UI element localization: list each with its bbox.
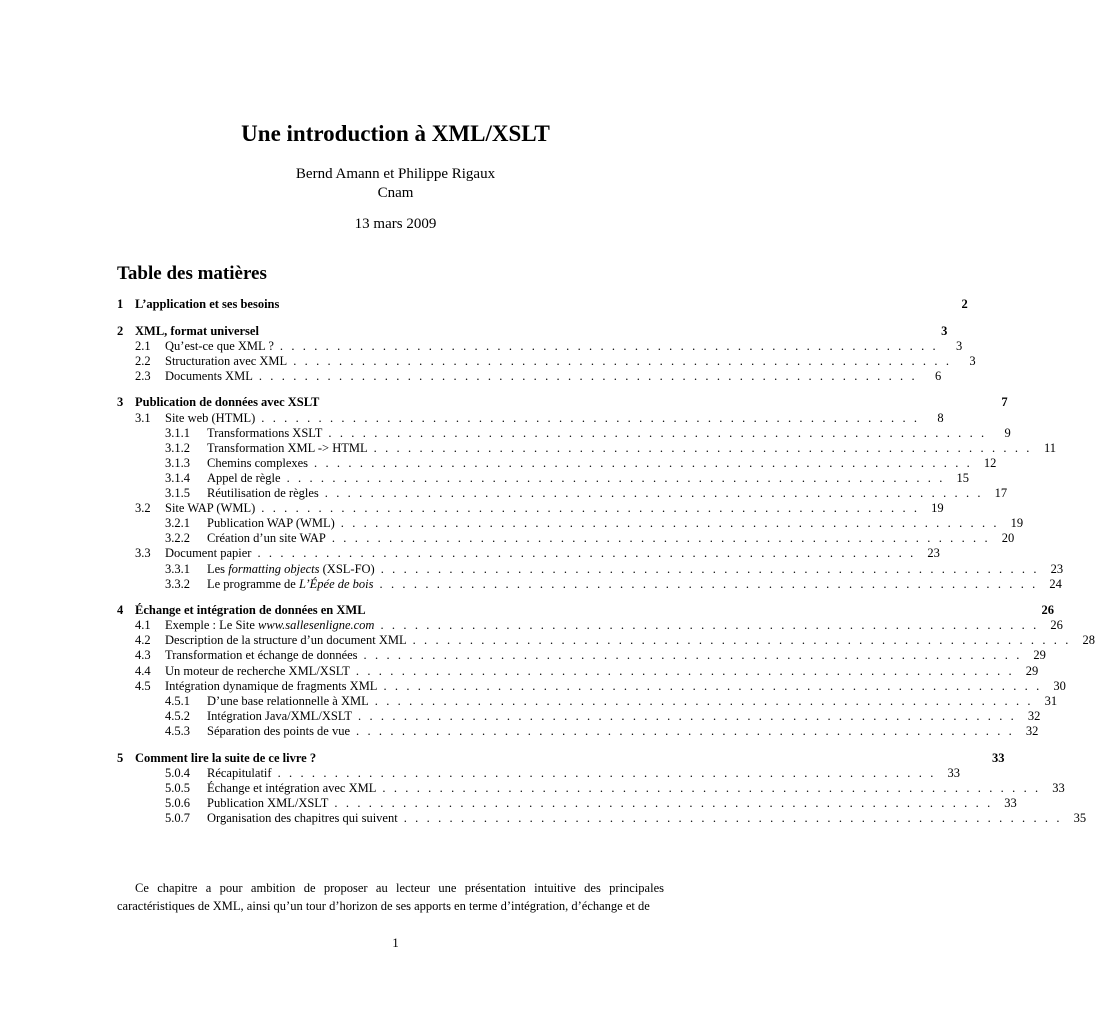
toc-leader-dots: . . . . . . . . . . . . . . . . . . . . . . . . . . . . . . . . . . . . . . . . . . . . . . . . . . . . . . . . . . [380, 618, 1039, 633]
toc-entry-number: 4.3 [135, 648, 151, 663]
toc-entry-page: 29 [1033, 648, 1046, 663]
toc-entry-number: 3.1.2 [165, 440, 190, 455]
toc-entry-page: 23 [1050, 561, 1064, 576]
toc-entry[interactable] [117, 410, 944, 426]
toc-entry-page: 33 [1052, 780, 1065, 795]
toc-entry-title: Création d’un site WAP [207, 531, 326, 546]
toc-entry[interactable] [117, 368, 942, 384]
toc-leader-dots: . . . . . . . . . . . . . . . . . . . . . . . . . . . . . . . . . . . . . . . . . . . . . . . . . . . . . . . . . . [257, 546, 916, 561]
author-block [0, 165, 791, 203]
toc-entry-page: 6 [934, 368, 942, 383]
toc-entry-page: 32 [1027, 708, 1041, 723]
toc-entry-number: 3.3 [135, 546, 151, 561]
toc-entry-number: 2 [117, 323, 124, 338]
document-date: 13 mars 2009 [354, 216, 437, 232]
toc-entry-page: 20 [1001, 531, 1015, 546]
toc-entry-page: 2 [961, 297, 968, 311]
toc-leader-dots: . . . . . . . . . . . . . . . . . . . . . . . . . . . . . . . . . . . . . . . . . . . . . . . . . . . . . . . . . . [379, 576, 1038, 591]
toc-entry-title: Intégration dynamique de fragments XML [165, 678, 378, 693]
toc-entry-title: L’application et ses besoins [135, 297, 280, 311]
toc-leader-dots: . . . . . . . . . . . . . . . . . . . . . . . . . . . . . . . . . . . . . . . . . . . . . . . . . . . . . . . . . . [355, 663, 1015, 678]
toc-entry-title-part: Les [207, 561, 229, 576]
toc-entry-number: 4.1 [135, 618, 151, 633]
toc-entry-number: 4.5.2 [165, 708, 190, 723]
toc-entry-page: 28 [1082, 633, 1095, 648]
toc-entry[interactable] [117, 531, 1015, 546]
toc-leader-dots: . . . . . . . . . . . . . . . . . . . . . . . . . . . . . . . . . . . . . . . . . . . . . . . . . . . . . . . . . . [331, 531, 991, 546]
toc-entry-number: 1 [117, 297, 124, 311]
toc-entry-number: 3 [117, 395, 124, 410]
toc-entry-number: 3.3.1 [165, 561, 190, 576]
toc-entry-title: Transformation et échange de données [165, 648, 358, 663]
toc-entry-number: 4.5.3 [165, 723, 190, 738]
toc-entry-page: 3 [941, 323, 948, 338]
toc-entry-title: Documents XML [165, 368, 253, 383]
toc-entry[interactable] [117, 708, 1041, 724]
toc-entry-title-part: www.sallesenligne.com [258, 618, 375, 633]
toc-entry-number: 5.0.6 [165, 795, 190, 810]
toc-entry[interactable] [117, 561, 1064, 577]
toc-entry-title: Séparation des points de vue [207, 723, 351, 738]
toc-entry-title: Échange et intégration avec XML [207, 780, 377, 795]
toc-entry[interactable] [117, 470, 969, 486]
toc-entry-page: 3 [956, 338, 963, 353]
toc-entry[interactable] [117, 353, 976, 369]
toc-entry-title: Échange et intégration de données en XML [135, 603, 366, 618]
toc-leader-dots: . . . . . . . . . . . . . . . . . . . . . . . . . . . . . . . . . . . . . . . . . . . . . . . . . . . . . . . . . . [383, 678, 1042, 693]
toc-entry-number: 5.0.4 [165, 765, 190, 780]
toc-entry[interactable] [117, 425, 1011, 441]
toc-leader-dots: . . . . . . . . . . . . . . . . . . . . . . . . . . . . . . . . . . . . . . . . . . . . . . . . . . . . . . . . . . [261, 410, 920, 425]
toc-entry-number: 3.2 [135, 501, 151, 516]
toc-leader-dots: . . . . . . . . . . . . . . . . . . . . . . . . . . . . . . . . . . . . . . . . . . . . . . . . . . . . . . . . . . [374, 693, 1034, 708]
toc-leader-dots: . . . . . . . . . . . . . . . . . . . . . . . . . . . . . . . . . . . . . . . . . . . . . . . . . . . . . . . . . . [277, 765, 936, 780]
toc-entry-page: 32 [1025, 723, 1039, 738]
toc-entry[interactable] [117, 501, 944, 516]
toc-entry-title: Chemins complexes [207, 455, 309, 470]
toc-entry-title: Réutilisation de règles [207, 486, 319, 501]
toc-entry-title [165, 618, 374, 633]
toc-entry-title: Comment lire la suite de ce livre ? [135, 750, 317, 765]
toc-entry-title-part: (XSL-FO) [319, 561, 375, 576]
toc-entry-page: 3 [969, 353, 976, 368]
toc-entry-title: Publication XML/XSLT [207, 795, 329, 810]
toc-entry-title: Transformations XSLT [207, 425, 323, 440]
toc-entry-page: 29 [1025, 663, 1039, 678]
toc-leader-dots: . . . . . . . . . . . . . . . . . . . . . . . . . . . . . . . . . . . . . . . . . . . . . . . . . . . . . . . . . . [382, 780, 1041, 795]
toc-entry-title: XML, format universel [135, 323, 259, 338]
table-of-contents [117, 297, 1095, 826]
toc-entry-page: 35 [1073, 810, 1087, 825]
toc-entry[interactable] [117, 633, 1095, 648]
toc-entry[interactable] [117, 440, 1057, 456]
toc-entry-page: 33 [991, 750, 1005, 765]
toc-entry-number: 5.0.5 [165, 780, 190, 795]
toc-leader-dots: . . . . . . . . . . . . . . . . . . . . . . . . . . . . . . . . . . . . . . . . . . . . . . . . . . . . . . . . . . [258, 368, 918, 383]
toc-entry[interactable] [117, 455, 997, 471]
toc-leader-dots: . . . . . . . . . . . . . . . . . . . . . . . . . . . . . . . . . . . . . . . . . . . . . . . . . . . . . . . . . . [340, 516, 1000, 531]
toc-entry-number: 3.2.2 [165, 531, 190, 546]
toc-entry-number: 2.1 [135, 338, 151, 353]
toc-entry-number: 4.5 [135, 678, 151, 693]
toc-leader-dots: . . . . . . . . . . . . . . . . . . . . . . . . . . . . . . . . . . . . . . . . . . . . . . . . . . . . . . . . . . [373, 440, 1033, 455]
toc-leader-dots: . . . . . . . . . . . . . . . . . . . . . . . . . . . . . . . . . . . . . . . . . . . . . . . . . . . . . . . . . . [286, 470, 945, 485]
toc-entry-title: Intégration Java/XML/XSLT [207, 708, 353, 723]
toc-entry[interactable] [117, 795, 1017, 811]
toc-entry[interactable] [117, 765, 960, 781]
toc-entry-title: Publication de données avec XSLT [135, 395, 320, 410]
toc-leader-dots: . . . . . . . . . . . . . . . . . . . . . . . . . . . . . . . . . . . . . . . . . . . . . . . . . . . . . . . . . . [356, 723, 1015, 738]
toc-entry-title: Un moteur de recherche XML/XSLT [165, 663, 350, 678]
toc-leader-dots: . . . . . . . . . . . . . . . . . . . . . . . . . . . . . . . . . . . . . . . . . . . . . . . . . . . . . . . . . . [380, 561, 1040, 576]
toc-entry[interactable] [117, 663, 1039, 679]
toc-entry[interactable] [117, 486, 1008, 501]
toc-entry[interactable] [117, 546, 940, 561]
toc-entry-title: Organisation des chapitres qui suivent [207, 810, 398, 825]
toc-entry-title: Description de la structure d’un document XML [165, 633, 407, 648]
toc-entry[interactable] [117, 338, 963, 354]
toc-entry-number: 4.5.1 [165, 693, 190, 708]
toc-entry-title [207, 577, 374, 592]
toc-entry-number: 2.3 [135, 368, 151, 383]
toc-entry-title: Document papier [165, 546, 252, 561]
toc-entry-page: 12 [983, 455, 997, 470]
toc-entry-number: 3.2.1 [165, 516, 190, 531]
toc-entry[interactable] [117, 750, 1005, 766]
toc-entry-page: 17 [994, 486, 1008, 501]
affiliation: Cnam [377, 185, 414, 201]
toc-entry-number: 5 [117, 750, 124, 765]
toc-entry-page: 26 [1041, 603, 1054, 618]
toc-entry[interactable] [117, 323, 948, 339]
toc-entry[interactable] [117, 810, 1087, 826]
toc-entry[interactable] [117, 576, 1062, 592]
toc-entry-number: 4 [117, 603, 124, 618]
toc-entry-page: 7 [1001, 395, 1008, 410]
toc-entry-page: 33 [1004, 795, 1017, 810]
toc-entry-page: 30 [1053, 678, 1066, 693]
intro-paragraph: Ce chapitre a pour ambition de proposer au lecteur une présentation intuitive des principales caractéristiques de XML, ainsi qu’un tour d’horizon de ses apports en terme d’intégration, d’échange et de [117, 881, 664, 913]
toc-entry-number: 3.1 [135, 410, 151, 425]
toc-leader-dots: . . . . . . . . . . . . . . . . . . . . . . . . . . . . . . . . . . . . . . . . . . . . . . . . . . . . . . . . . . [334, 795, 993, 810]
toc-entry-title: Publication WAP (WML) [207, 516, 335, 531]
toc-entry[interactable] [117, 693, 1058, 709]
toc-entry[interactable] [117, 516, 1024, 531]
toc-entry-title: D’une base relationnelle à XML [207, 693, 369, 708]
toc-entry-page: 15 [956, 470, 969, 485]
toc-entry-number: 4.2 [135, 633, 151, 648]
toc-entry-number: 3.1.3 [165, 455, 190, 470]
toc-entry-title: Site WAP (WML) [165, 501, 256, 516]
toc-entry-page: 11 [1043, 440, 1057, 455]
toc-leader-dots: . . . . . . . . . . . . . . . . . . . . . . . . . . . . . . . . . . . . . . . . . . . . . . . . . . . . . . . . . . [358, 708, 1017, 723]
toc-entry-title-part: L’Épée de bois [298, 576, 374, 591]
toc-entry[interactable] [117, 618, 1063, 633]
toc-leader-dots: . . . . . . . . . . . . . . . . . . . . . . . . . . . . . . . . . . . . . . . . . . . . . . . . . . . . . . . . . . [279, 338, 939, 353]
toc-entry-title: Structuration avec XML [165, 353, 288, 368]
toc-leader-dots: . . . . . . . . . . . . . . . . . . . . . . . . . . . . . . . . . . . . . . . . . . . . . . . . . . . . . . . . . . [403, 810, 1063, 825]
toc-entry-title: Site web (HTML) [165, 410, 256, 425]
toc-entry-title: Récapitulatif [207, 765, 272, 780]
toc-entry[interactable] [117, 603, 1054, 618]
toc-entry-title-part: Le programme de [207, 576, 299, 591]
toc-leader-dots: . . . . . . . . . . . . . . . . . . . . . . . . . . . . . . . . . . . . . . . . . . . . . . . . . . . . . . . . . . [261, 501, 920, 516]
toc-leader-dots: . . . . . . . . . . . . . . . . . . . . . . . . . . . . . . . . . . . . . . . . . . . . . . . . . . . . . . . . . . [412, 633, 1071, 648]
toc-entry-number: 2.2 [135, 353, 151, 368]
toc-entry-page: 24 [1049, 576, 1062, 591]
toc-entry[interactable] [117, 723, 1039, 739]
toc-leader-dots: . . . . . . . . . . . . . . . . . . . . . . . . . . . . . . . . . . . . . . . . . . . . . . . . . . . . . . . . . . [293, 353, 952, 368]
document-title: Une introduction à XML/XSLT [241, 121, 550, 146]
toc-entry-title [207, 562, 375, 577]
toc-entry-page: 19 [931, 501, 944, 516]
toc-entry-number: 3.3.2 [165, 576, 190, 591]
toc-entry[interactable] [117, 648, 1046, 663]
toc-entry[interactable] [117, 297, 968, 312]
toc-entry[interactable] [117, 780, 1065, 796]
toc-entry-page: 9 [1004, 425, 1011, 440]
toc-leader-dots: . . . . . . . . . . . . . . . . . . . . . . . . . . . . . . . . . . . . . . . . . . . . . . . . . . . . . . . . . . [328, 425, 987, 440]
toc-entry-page: 31 [1044, 693, 1058, 708]
toc-entry-number: 3.1.1 [165, 425, 190, 440]
toc-entry-title: Transformation XML -> HTML [207, 440, 368, 455]
toc-leader-dots: . . . . . . . . . . . . . . . . . . . . . . . . . . . . . . . . . . . . . . . . . . . . . . . . . . . . . . . . . . [363, 648, 1022, 663]
toc-entry-number: 3.1.4 [165, 470, 190, 485]
page-number: 1 [392, 935, 399, 950]
toc-leader-dots: . . . . . . . . . . . . . . . . . . . . . . . . . . . . . . . . . . . . . . . . . . . . . . . . . . . . . . . . . . [314, 455, 973, 470]
toc-entry-page: 23 [927, 546, 940, 561]
toc-entry-title: Qu’est-ce que XML ? [165, 338, 274, 353]
toc-entry-number: 5.0.7 [165, 810, 190, 825]
toc-entry-title-part: formatting objects [228, 561, 320, 576]
toc-entry-page: 19 [1010, 516, 1024, 531]
toc-heading: Table des matières [117, 263, 267, 284]
toc-entry-page: 33 [947, 765, 960, 780]
toc-entry-page: 26 [1050, 618, 1063, 633]
toc-entry-page: 8 [937, 410, 944, 425]
toc-entry-title-part: Exemple : Le Site [165, 618, 259, 633]
toc-entry[interactable] [117, 678, 1066, 694]
toc-entry-title: Appel de règle [207, 470, 281, 485]
authors: Bernd Amann et Philippe Rigaux [295, 166, 496, 182]
toc-entry[interactable] [117, 395, 1008, 410]
toc-leader-dots: . . . . . . . . . . . . . . . . . . . . . . . . . . . . . . . . . . . . . . . . . . . . . . . . . . . . . . . . . . [324, 486, 984, 501]
toc-entry-number: 4.4 [135, 663, 151, 678]
toc-entry-number: 3.1.5 [165, 486, 190, 501]
